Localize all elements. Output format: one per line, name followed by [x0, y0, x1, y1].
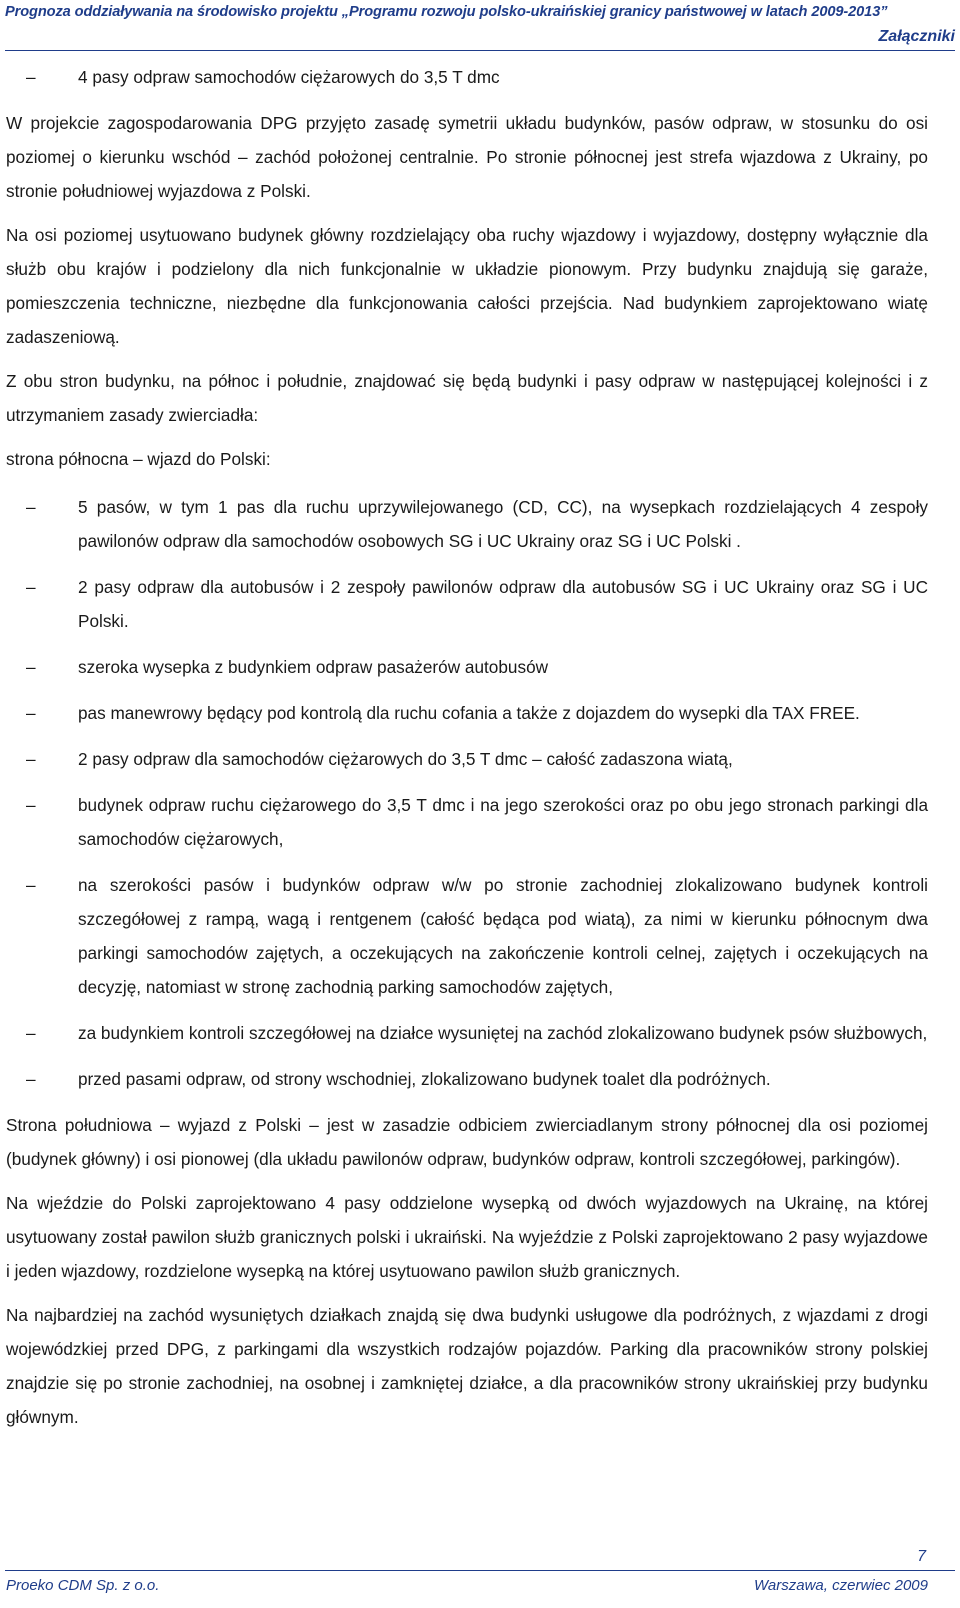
list-dash: – [26, 703, 36, 723]
list-dash: – [26, 577, 36, 597]
list-item [6, 60, 928, 94]
list-dash: – [26, 657, 36, 677]
list-item [6, 490, 928, 558]
list-item-text: przed pasami odpraw, od strony wschodniej, zlokalizowano budynek toalet dla podróżnych. [78, 1069, 771, 1089]
header-divider [5, 50, 955, 51]
lead-north-side: strona północna – wjazd do Polski: [6, 449, 271, 469]
page-header [5, 2, 955, 54]
list-item-text: 4 pasy odpraw samochodów ciężarowych do 3,5 T dmc [78, 67, 500, 87]
list-item-text: 2 pasy odpraw dla samochodów ciężarowych do 3,5 T dmc – całość zadaszona wiatą, [78, 749, 733, 769]
list-item [6, 570, 928, 638]
footer-divider [5, 1570, 955, 1571]
list-item [6, 742, 928, 776]
list-item-text: budynek odpraw ruchu ciężarowego do 3,5 T dmc i na jego szerokości oraz po obu jego stronach parkingi dla samochodów ciężarowych, [78, 795, 928, 849]
north-side-list [6, 490, 928, 1096]
list-item [6, 788, 928, 856]
list-item-text: szeroka wysepka z budynkiem odpraw pasażerów autobusów [78, 657, 549, 677]
list-dash: – [26, 749, 36, 769]
list-dash: – [26, 67, 36, 87]
paragraph-order: Z obu stron budynku, na północ i południe, znajdować się będą budynki i pasy odpraw w następującej kolejności i z utrzymaniem zasady zwierciadła: [6, 371, 928, 425]
list-item-text: pas manewrowy będący pod kontrolą dla ruchu cofania a także z dojazdem do wysepki dla TAX FREE. [78, 703, 860, 723]
list-dash: – [26, 875, 36, 895]
paragraph-lanes: Na wjeździe do Polski zaprojektowano 4 pasy oddzielone wysepką od dwóch wyjazdowych na Ukrainę, na której usytuowany został pawilon służb granicznych polski i ukraiński. Na wyjeździe z Polski zaprojektowano 2 pasy wyjazdowe i jeden wjazdowy, rozdzielone wysepką na której usytuowano pawilon służb granicznych. [6, 1193, 928, 1281]
list-item [6, 1016, 928, 1050]
paragraph-south-side: Strona południowa – wyjazd z Polski – jest w zasadzie odbiciem zwierciadlanym strony północnej dla osi poziomej (budynek główny) i osi pionowej (dla układu pawilonów odpraw, budynków odpraw, kontroli szczegółowej, parkingów). [6, 1115, 928, 1169]
header-title: Prognoza oddziaływania na środowisko projektu „Programu rozwoju polsko-ukraińskiej granicy państwowej w latach 2009-2013” [5, 4, 888, 20]
list-item [6, 696, 928, 730]
document-body [6, 60, 928, 1434]
footer-company: Proeko CDM Sp. z o.o. [6, 1577, 160, 1594]
paragraph-main-building: Na osi poziomej usytuowano budynek główny rozdzielający oba ruchy wjazdowy i wyjazdowy, dostępny wyłącznie dla służb obu krajów i podzielony dla nich funkcjonalnie w układzie pionowym. Przy budynku znajdują się garaże, pomieszczenia techniczne, niezbędne dla funkcjonowania całości przejścia. Nad budynkiem zaprojektowano wiatę zadaszeniową. [6, 225, 928, 347]
list-item [6, 650, 928, 684]
list-dash: – [26, 497, 36, 517]
list-item-text: za budynkiem kontroli szczegółowej na działce wysuniętej na zachód zlokalizowano budynek psów służbowych, [78, 1023, 928, 1043]
footer-place-date: Warszawa, czerwiec 2009 [754, 1577, 928, 1594]
paragraph-services: Na najbardziej na zachód wysuniętych działkach znajdą się dwa budynki usługowe dla podróżnych, z wjazdami z drogi wojewódzkiej przed DPG, z parkingami dla wszystkich rodzajów pojazdów. Parking dla pracowników strony polskiej znajdzie się po stronie zachodniej, na osobnej i zamkniętej działce, a dla pracowników strony ukraińskiej przy budynku głównym. [6, 1305, 928, 1427]
list-item-text: 5 pasów, w tym 1 pas dla ruchu uprzywilejowanego (CD, CC), na wysepkach rozdzielających 4 zespoły pawilonów odpraw dla samochodów osobowych SG i UC Ukrainy oraz SG i UC Polski . [78, 497, 928, 551]
header-section: Załączniki [878, 28, 955, 45]
paragraph-layout: W projekcie zagospodarowania DPG przyjęto zasadę symetrii układu budynków, pasów odpraw, w stosunku do osi poziomej o kierunku wschód – zachód położonej centralnie. Po stronie północnej jest strefa wjazdowa z Ukrainy, po stronie południowej wyjazdowa z Polski. [6, 113, 928, 201]
page-number: 7 [917, 1548, 926, 1565]
list-item-text: na szerokości pasów i budynków odpraw w/w po stronie zachodniej zlokalizowano budynek kontroli szczegółowej z rampą, wagą i rentgenem (całość będąca pod wiatą), za nimi w kierunku północnym dwa parkingi samochodów zajętych, a oczekujących na zakończenie kontroli celnej, zajętych i oczekujących na decyzję, natomiast w stronę zachodnią parking samochodów zajętych, [78, 875, 928, 997]
list-item [6, 1062, 928, 1096]
list-dash: – [26, 795, 36, 815]
list-item [6, 868, 928, 1004]
list-dash: – [26, 1023, 36, 1043]
list-item-text: 2 pasy odpraw dla autobusów i 2 zespoły pawilonów odpraw dla autobusów SG i UC Ukrainy oraz SG i UC Polski. [78, 577, 928, 631]
list-dash: – [26, 1069, 36, 1089]
